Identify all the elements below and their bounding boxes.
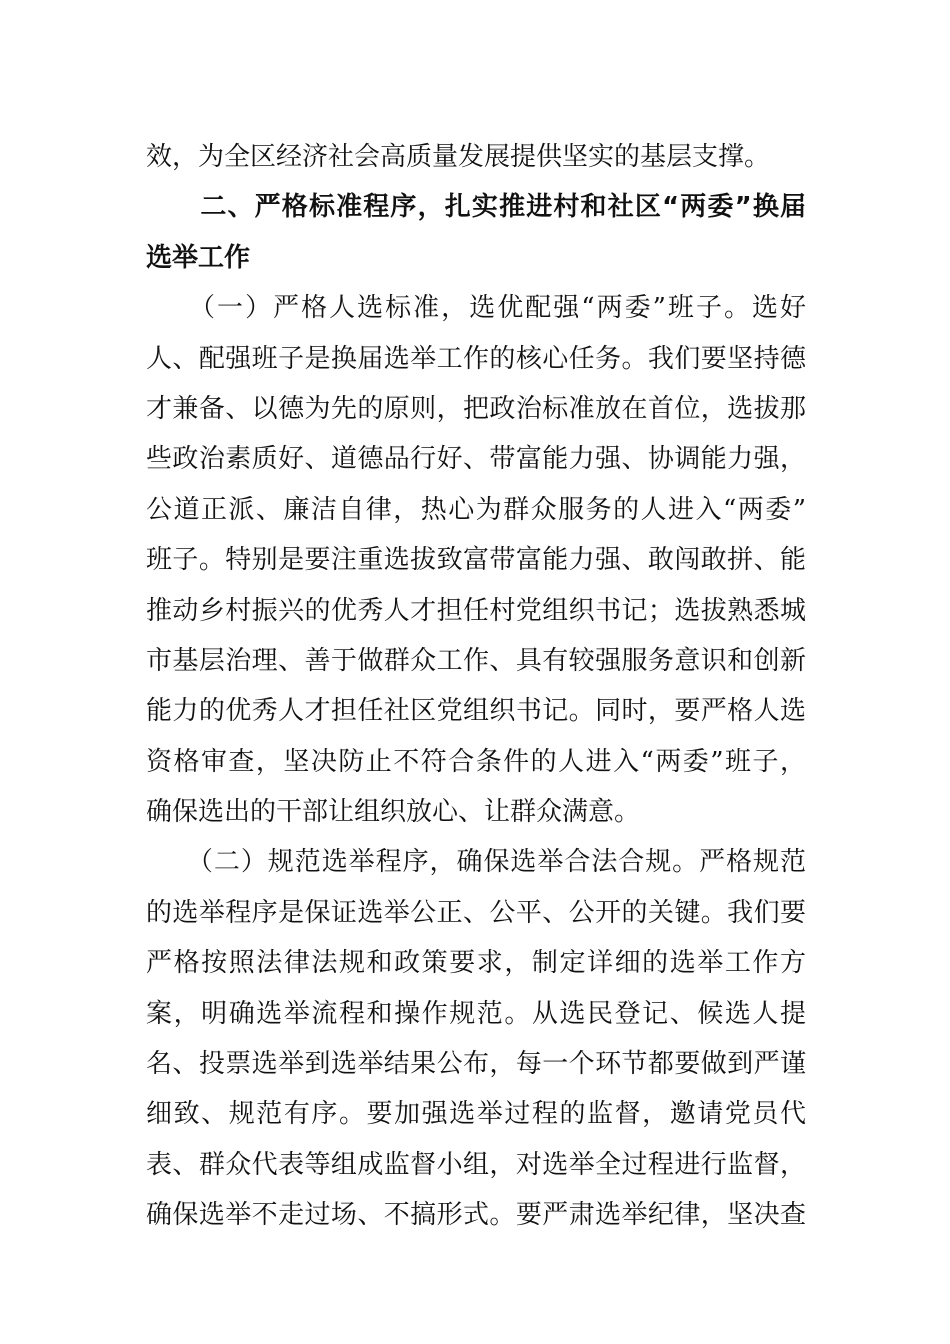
paragraph-2-line: 的选举程序是保证选举公正、公平、公开的关键。我们要	[146, 897, 806, 928]
paragraph-1-line: 才兼备、以德为先的原则，把政治标准放在首位，选拔那	[146, 393, 806, 424]
body-line-continuation: 效，为全区经济社会高质量发展提供坚实的基层支撑。	[146, 142, 771, 172]
paragraph-2-line: 严格按照法律法规和政策要求，制定详细的选举工作方	[146, 948, 806, 979]
paragraph-1-line: （一）严格人选标准，选优配强“两委”班子。选好	[146, 293, 806, 324]
paragraph-2-line: 表、群众代表等组成监督小组，对选举全过程进行监督，	[146, 1149, 806, 1180]
paragraph-2-line: 确保选举不走过场、不搞形式。要严肃选举纪律，坚决查	[146, 1200, 806, 1231]
paragraph-1-line: 确保选出的干部让组织放心、让群众满意。	[146, 797, 641, 828]
paragraph-2-line: （二）规范选举程序，确保选举合法合规。严格规范	[146, 847, 806, 878]
paragraph-1-line: 市基层治理、善于做群众工作、具有较强服务意识和创新	[146, 645, 806, 676]
paragraph-2-line: 细致、规范有序。要加强选举过程的监督，邀请党员代	[146, 1099, 806, 1130]
paragraph-1-line: 公道正派、廉洁自律，热心为群众服务的人进入“两委”	[146, 494, 806, 525]
paragraph-1-line: 些政治素质好、道德品行好、带富能力强、协调能力强，	[146, 444, 806, 475]
paragraph-1-line: 推动乡村振兴的优秀人才担任村党组织书记；选拔熟悉城	[146, 595, 806, 626]
paragraph-1-line: 资格审查，坚决防止不符合条件的人进入“两委”班子，	[146, 746, 806, 777]
section-heading-line-1: 二、严格标准程序，扎实推进村和社区“两委”换届	[146, 192, 806, 223]
paragraph-1-line: 人、配强班子是换届选举工作的核心任务。我们要坚持德	[146, 343, 806, 374]
document-page	[146, 132, 806, 1241]
paragraph-1-line: 班子。特别是要注重选拔致富带富能力强、敢闯敢拼、能	[146, 545, 806, 576]
paragraph-1-line: 能力的优秀人才担任社区党组织书记。同时，要严格人选	[146, 696, 806, 727]
section-heading-line-2: 选举工作	[146, 242, 251, 273]
paragraph-2-line: 名、投票选举到选举结果公布，每一个环节都要做到严谨	[146, 1049, 806, 1080]
paragraph-2-line: 案，明确选举流程和操作规范。从选民登记、候选人提	[146, 998, 806, 1029]
